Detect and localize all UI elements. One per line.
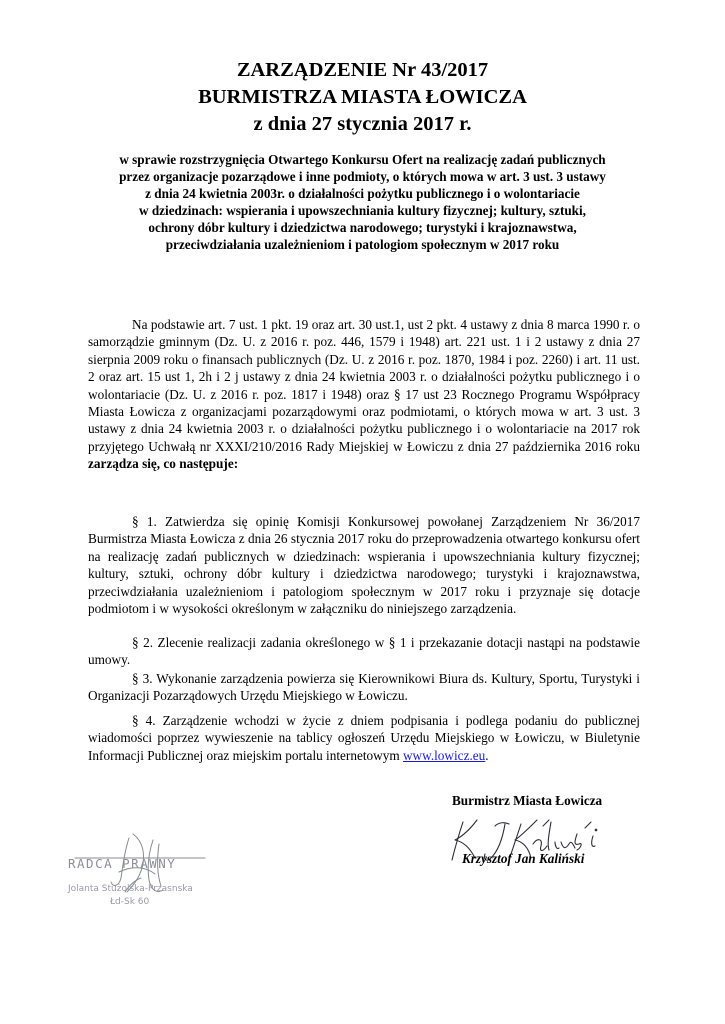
subject-line: ochrony dóbr kultury i dziedzictwa narodowego; turystyki i krajoznawstwa,: [148, 220, 577, 235]
stamp-number: Łd-Sk 60: [110, 897, 150, 907]
paragraph-4: [88, 712, 640, 764]
title-line-3: z dnia 27 stycznia 2017 r.: [253, 113, 472, 135]
document-subject: [60, 151, 665, 253]
legal-basis-paragraph: [88, 316, 640, 473]
signatory-name: Krzysztof Jan Kaliński: [462, 851, 585, 866]
paragraph-4-end: .: [485, 747, 489, 763]
subject-line: przeciwdziałania uzależnieniom i patologiom społecznym w 2017 roku: [165, 237, 560, 252]
title-line-1: ZARZĄDZENIE Nr 43/2017: [236, 59, 489, 81]
subject-line: z dnia 24 kwietnia 2003r. o działalności pożytku publicznego i o wolontariacie: [145, 186, 580, 201]
paragraph-3: § 3. Wykonanie zarządzenia powierza się Kierownikowi Biura ds. Kultury, Sportu, Turystyki i Organizacji Pozarządowych Urzędu Miejskiego w Łowiczu.: [88, 671, 640, 704]
stamp-heading: RADCA PRAWNY: [68, 856, 177, 871]
legal-basis-text: Na podstawie art. 7 ust. 1 pkt. 19 oraz art. 30 ust.1, ust 2 pkt. 4 ustawy z dnia 8 marca 1990 r. o samorządzie gminnym (Dz. U. z 2016 r. poz. 446, 1579 i 1948) art. 221 ust. 1 i 2 ustawy z dnia 27 sierpnia 2009 roku o finansach publicznych (Dz. U. z 2016 r. poz. 1870, 1984 i poz. 2260) i art. 11 ust. 2 oraz art. 15 ust 1, 2h i 2 j ustawy z dnia 24 kwietnia 2003 r. o działalności pożytku publicznego i o wolontariacie (Dz. U. z 2016 r. poz. 1817 i 1948) oraz § 17 ust 23 Rocznego Programu Współpracy Miasta Łowicza z organizacjami pozarządowymi oraz podmiotami, o których mowa w art. 3 ust. 3 ustawy z dnia 24 kwietnia 2003 r. o działalności pożytku publicznego i o wolontariacie na 2017 rok przyjętego Uchwałą nr XXXI/210/2016 Rady Miejskiej w Łowiczu z dnia 27 października 2016 roku: [88, 317, 640, 454]
portal-link[interactable]: www.lowicz.eu: [402, 747, 486, 763]
paragraph-4-text: § 4. Zarządzenie wchodzi w życie z dniem podpisania i podlega podaniu do publicznej wiadomości poprzez wywieszenie na tablicy ogłoszeń Urzędu Miejskiego w Łowiczu, w Biuletynie Informacji Publicznej oraz miejskim portalu internetowym: [88, 713, 640, 763]
subject-line: przez organizacje pozarządowe i inne podmioty, o których mowa w art. 3 ust. 3 ustawy: [119, 169, 606, 184]
legal-basis-closing: zarządza się, co następuje:: [88, 456, 239, 472]
signatory-title: Burmistrz Miasta Łowicza: [452, 793, 603, 808]
subject-line: w dziedzinach: wspierania i upowszechniania kultury fizycznej; kultury, sztuki,: [139, 203, 586, 218]
document-title: [0, 57, 725, 138]
paragraph-2: § 2. Zlecenie realizacji zadania określonego w § 1 i przekazanie dotacji nastąpi na podstawie umowy.: [88, 635, 640, 668]
subject-line: w sprawie rozstrzygnięcia Otwartego Konkursu Ofert na realizację zadań publicznych: [119, 152, 606, 167]
paragraph-1: § 1. Zatwierdza się opinię Komisji Konkursowej powołanej Zarządzeniem Nr 36/2017 Burmistrza Miasta Łowicza z dnia 26 stycznia 2017 roku do przeprowadzenia otwartego konkursu ofert na realizację zadań publicznych w dziedzinach: wspierania i upowszechniania kultury fizycznej; kultury, sztuki, ochrony dóbr kultury i dziedzictwa narodowego; turystyki i krajoznawstwa, przeciwdziałania uzależnieniom i patologiom społecznym w 2017 roku i przyznaje się dotacje podmiotom i w wysokości określonym w załączniku do niniejszego zarządzenia.: [88, 514, 640, 617]
stamp-name: Jolanta Stużolska-Przasnska: [68, 884, 193, 894]
title-line-2: BURMISTRZA MIASTA ŁOWICZA: [198, 86, 527, 108]
handwritten-signature: [425, 808, 615, 878]
